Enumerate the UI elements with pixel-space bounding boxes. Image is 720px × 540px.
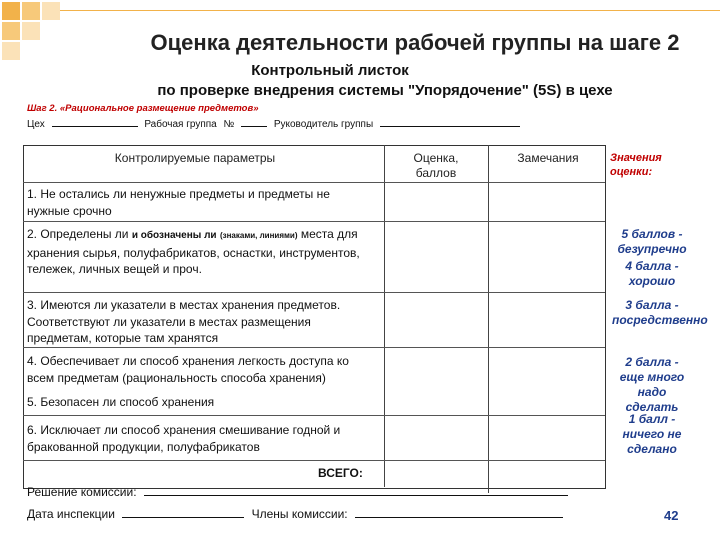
col-divider-params [384,145,385,487]
decor-square-2 [22,2,40,20]
meta-number-blank[interactable] [241,117,267,127]
row-2-text-small: (знаками, линиями) [219,231,298,240]
row-line-2 [23,292,605,293]
col-header-score: Оценка, баллов [413,151,459,180]
table-row-3: 3. Имеются ли указатели в местах хранения предметов. Соответствуют ли указатели в местах размещения предметам, которые там хранятся [27,298,341,345]
table-row-1: 1. Не остались ли ненужные предметы и предметы не нужные срочно [27,187,330,218]
row-line-4 [23,415,605,416]
col-header-params: Контролируемые параметры [114,151,276,165]
score-2-desc: 2 балла - еще много надо сделать [619,355,685,414]
row-line-1 [23,221,605,222]
meta-workshop-blank[interactable] [52,117,138,127]
decor-square-3 [2,22,20,40]
scoring-heading: Значения оценки: [610,152,662,178]
score-4-desc: 4 балла - хорошо [625,259,679,288]
meta-workshop-label: Цех [27,119,45,130]
meta-number-label: № [223,119,235,130]
subtitle-checklist: Контрольный листок [251,62,409,79]
page-title: Оценка деятельности рабочей группы на шаге 2 [150,30,680,55]
decor-square-1 [2,2,20,20]
table-row-5: 5. Безопасен ли способ хранения [27,395,215,409]
table-row-2 [27,226,372,278]
score-1-desc: 1 балл - ничего не сделано [622,412,682,456]
decision-blank[interactable] [144,486,568,496]
score-cell-4[interactable] [386,349,486,414]
step-label: Шаг 2. «Рациональное размещение предметов» [27,103,259,114]
row-2-text-end: места для хранения сырья, полуфабрикатов, оснастки, инструментов, тележек, личных вещей и проч. [27,227,360,276]
meta-group-label: Рабочая группа [144,119,217,130]
score-5-desc: 5 баллов - безупречно [617,227,687,256]
col-divider-score [488,145,489,493]
row-line-5 [23,460,605,461]
date-members-line [27,507,563,521]
table-row-6: 6. Исключает ли способ хранения смешивание годной и бракованной продукции, полуфабрикатов [27,423,341,454]
meta-line [27,117,520,130]
date-blank[interactable] [122,508,244,518]
score-cell-5[interactable] [386,417,486,459]
subtitle-system: по проверке внедрения системы "Упорядочение" (5S) в цехе [157,82,613,99]
score-cell-2[interactable] [386,223,486,291]
members-label: Члены комиссии: [251,507,348,521]
decor-square-6 [42,2,60,20]
total-label: ВСЕГО: [318,466,363,480]
decor-square-5 [2,42,20,60]
col-header-remarks: Замечания [517,151,579,165]
header-row-line [23,182,605,183]
score-cell-3[interactable] [386,294,486,346]
meta-leader-blank[interactable] [380,117,520,127]
row-line-3 [23,347,605,348]
table-row-4: 4. Обеспечивает ли способ хранения легкость доступа ко всем предметам (рациональность способа хранения) [27,354,349,385]
row-2-text-bold: и обозначены ли [131,230,217,241]
meta-leader-label: Руководитель группы [273,119,374,130]
decision-line [27,485,568,499]
score-3-desc: 3 балла - посредственно [612,298,708,327]
accent-rule [60,10,720,11]
decor-square-4 [22,22,40,40]
members-blank[interactable] [355,508,563,518]
decision-label: Решение комиссии: [27,485,137,499]
page-number: 42 [664,508,679,523]
row-2-text-start: 2. Определены ли [27,227,132,241]
score-cell-1[interactable] [386,184,486,220]
date-label: Дата инспекции [27,507,115,521]
